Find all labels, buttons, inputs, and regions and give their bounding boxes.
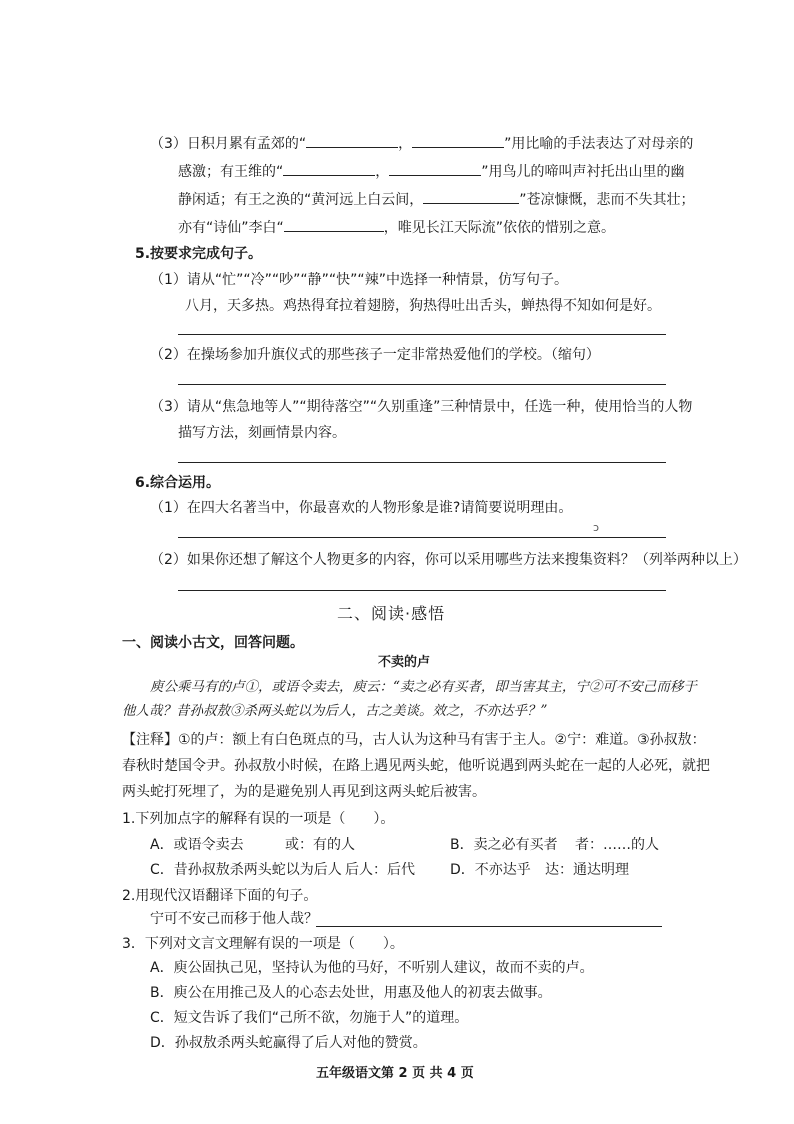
- section-5-heading: 5.按要求完成句子。: [135, 246, 263, 262]
- q3-line-4: 亦有“诗仙”李白“ ，唯见长江天际流”依依的惜别之意。: [178, 217, 615, 238]
- q3-blank-5[interactable]: [423, 189, 519, 204]
- rq1-option-b[interactable]: B．卖之必有买者: [450, 837, 558, 853]
- s6-q1-answer-line[interactable]: [178, 537, 666, 538]
- q3-line-3: 静闲适；有王之涣的“黄河远上白云间， ”苍凉慷慨，悲而不失其壮；: [178, 189, 695, 210]
- annotation-line-2: 春秋时楚国令尹。孙叔敖小时候，在路上遇见两头蛇，他听说遇到两头蛇在一起的人必死，就把: [122, 758, 710, 774]
- q3-line-2: 感激；有王维的“ ， ”用鸟儿的啼叫声衬托出山里的幽: [178, 161, 685, 182]
- rq3-option-a[interactable]: A．庾公固执己见，坚持认为他的马好，不听别人建议，故而不卖的卢。: [150, 960, 594, 976]
- s5-q3-line-1: （3）请从“焦急地等人”“期待落空”“久别重逢”三种情景中，任选一种，使用恰当的人物: [150, 399, 693, 415]
- part-2-title: 二、阅读·感悟: [337, 604, 446, 623]
- reading-1-heading: 一、阅读小古文，回答问题。: [122, 635, 304, 651]
- rq1-option-a[interactable]: A．或语令卖去: [150, 837, 244, 853]
- rq2-stem: 2.用现代汉语翻译下面的句子。: [122, 888, 318, 904]
- q3-blank-3[interactable]: [283, 161, 375, 176]
- rq3-option-d[interactable]: D．孙叔敖杀两头蛇赢得了后人对他的赞赏。: [150, 1035, 427, 1051]
- rq3-stem: 3．下列对文言文理解有误的一项是（ ）。: [122, 936, 404, 952]
- stray-mark: ↄ: [593, 521, 600, 534]
- rq2-sentence: 宁可不安己而移于他人哉？: [150, 911, 318, 927]
- s5-q2-answer-line[interactable]: [178, 384, 666, 385]
- q3-blank-4[interactable]: [389, 161, 481, 176]
- s6-q2-answer-line[interactable]: [178, 590, 666, 591]
- passage-line-2: 他人哉？昔孙叔敖③杀两头蛇以为后人，古之美谈。效之，不亦达乎？”: [122, 703, 548, 719]
- page-footer: 五年级语文第 2 页 共 4 页: [316, 1066, 474, 1081]
- rq1-option-d[interactable]: D．不亦达乎: [450, 862, 531, 878]
- q3-blank-6[interactable]: [284, 217, 384, 232]
- annotation-line-1: 【注释】①的卢：额上有白色斑点的马，古人认为这种马有害于主人。②宁：难道。③孙叔敖：: [122, 732, 706, 748]
- rq1-option-c-gloss: 后人：后代: [345, 862, 415, 878]
- s5-q1-answer-line[interactable]: [178, 334, 666, 335]
- rq2-answer-line[interactable]: [316, 926, 662, 927]
- q3-line-1: （3）日积月累有孟郊的“ ， ”用比喻的手法表达了对母亲的: [150, 133, 693, 154]
- s5-q3-line-2: 描写方法，刻画情景内容。: [178, 425, 346, 441]
- rq1-option-b-gloss: 者：……的人: [575, 837, 659, 853]
- s5-q1: （1）请从“忙”“冷”“吵”“静”“快”“辣”中选择一种情景，仿写句子。: [150, 272, 568, 288]
- rq1-option-a-gloss: 或：有的人: [285, 837, 355, 853]
- passage-title: 不卖的卢: [378, 655, 431, 670]
- section-6-heading: 6.综合运用。: [135, 475, 221, 491]
- rq1-option-d-gloss: 达：通达明理: [545, 862, 629, 878]
- rq1-option-c[interactable]: C．昔孙叔敖杀两头蛇以为后人: [150, 862, 342, 878]
- rq1-stem: 1.下列加点字的解释有误的一项是（ ）。: [122, 811, 395, 827]
- s5-q2: （2）在操场参加升旗仪式的那些孩子一定非常热爱他们的学校。（缩句）: [150, 347, 600, 363]
- annotation-line-3: 两头蛇打死埋了，为的是避免别人再见到这两头蛇后被害。: [122, 784, 486, 800]
- s6-q1: （1）在四大名著当中，你最喜欢的人物形象是谁?请简要说明理由。: [150, 500, 573, 516]
- rq3-option-b[interactable]: B．庾公在用推己及人的心态去处世，用惠及他人的初衷去做事。: [150, 985, 552, 1001]
- s5-q3-answer-line[interactable]: [178, 462, 666, 463]
- passage-line-1: 庾公乘马有的卢①，或语令卖去，庾云：“卖之必有买者，即当害其主，宁②可不安己而移于: [150, 679, 697, 695]
- q3-blank-2[interactable]: [412, 133, 504, 148]
- q3-blank-1[interactable]: [306, 133, 398, 148]
- rq3-option-c[interactable]: C．短文告诉了我们“己所不欲，勿施于人”的道理。: [150, 1010, 469, 1026]
- s5-q1-example: 八月，天多热。鸡热得耷拉着翅膀，狗热得吐出舌头，蝉热得不知如何是好。: [185, 298, 661, 314]
- s6-q2: （2）如果你还想了解这个人物更多的内容，你可以采用哪些方法来搜集资料？（列举两种以上）: [150, 552, 747, 568]
